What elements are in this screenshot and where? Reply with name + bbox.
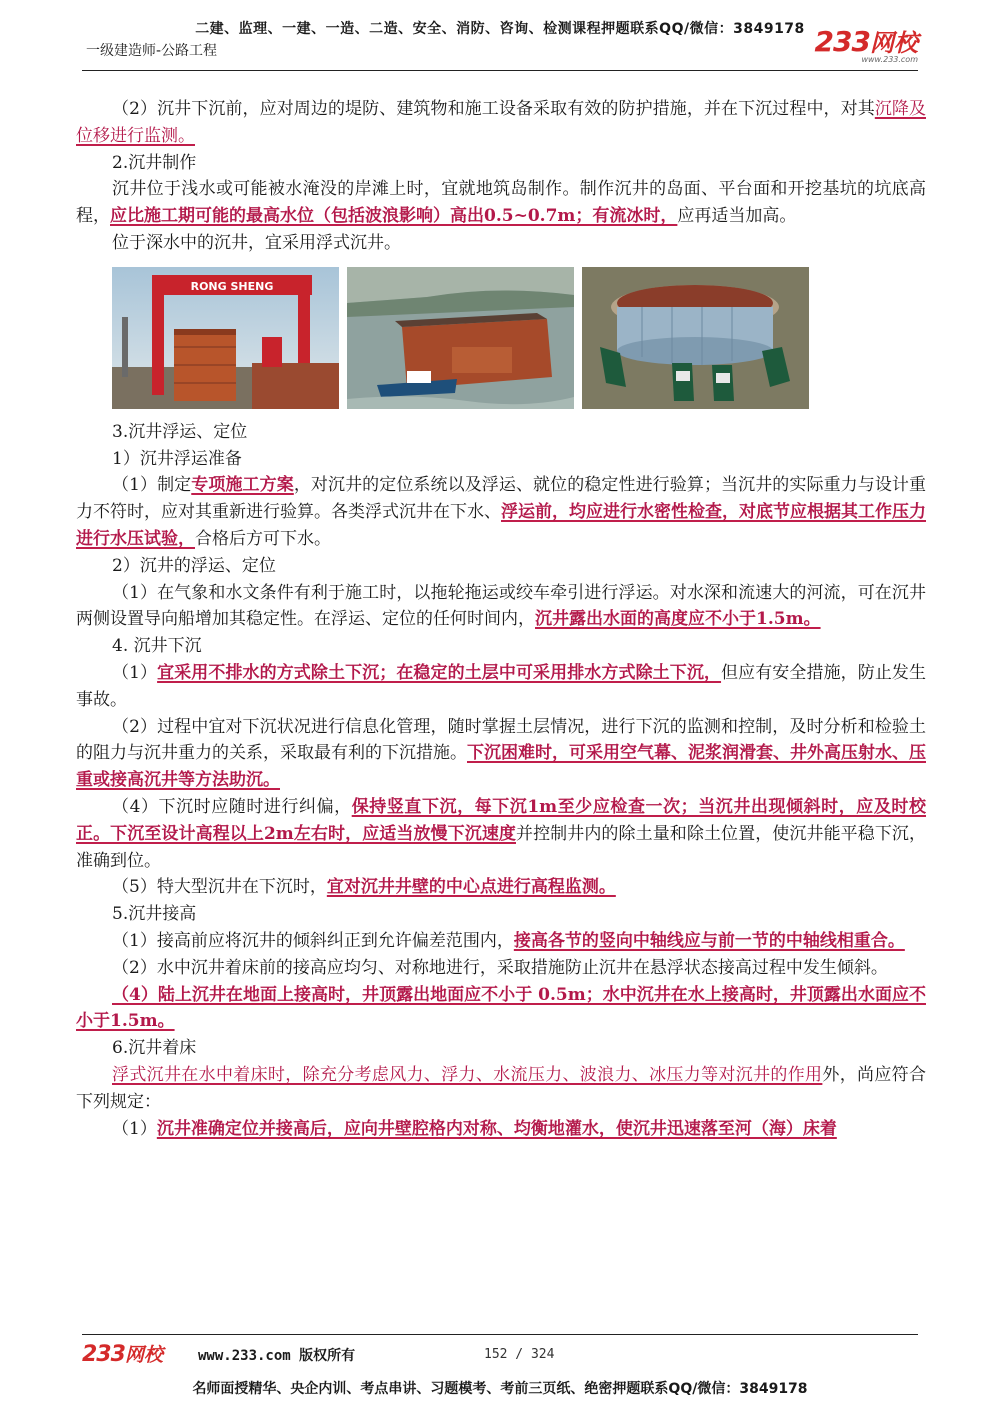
- body-text: 3.沉井浮运、定位: [112, 421, 248, 442]
- header-subtitle: 一级建造师-公路工程: [86, 43, 218, 59]
- photo-strip: [112, 267, 926, 409]
- highlighted-text: 接高各节的竖向中轴线应与前一节的中轴线相重合。: [513, 930, 905, 951]
- highlighted-text: 专项施工方案: [191, 475, 294, 496]
- body-text: （1）制定: [112, 475, 192, 496]
- paragraph: [76, 472, 926, 552]
- body-text: 应再适当加高。: [677, 206, 797, 227]
- body-text: （2）沉井下沉前，应对周边的堤防、建筑物和施工设备采取有效的防护措施，并在下沉过程中，对其: [112, 99, 875, 119]
- paragraphs-after-photos: [76, 419, 926, 1143]
- document-body: [76, 96, 926, 1142]
- logo-text: 网校: [870, 29, 918, 57]
- paragraph: [76, 1035, 926, 1062]
- logo-number: 233: [814, 25, 870, 58]
- paragraph: [76, 1116, 926, 1143]
- paragraph: [76, 230, 926, 257]
- header-contact-line: 二建、监理、一建、一造、二造、安全、消防、咨询、检测课程押题联系QQ/微信：3849178: [195, 21, 805, 37]
- highlighted-text: 沉井准确定位并接高后，应向井壁腔格内对称、均衡地灌水，使沉井迅速落至河（海）床着: [156, 1118, 837, 1139]
- page-number: 152 / 324: [484, 1347, 555, 1362]
- paragraph: [76, 580, 926, 634]
- body-text: （5）特大型沉井在下沉时，: [112, 877, 327, 898]
- body-text: 2）沉井的浮运、定位: [112, 555, 276, 576]
- paragraph: [76, 150, 926, 177]
- paragraph: [76, 714, 926, 794]
- highlighted-text: （4）陆上沉井在地面上接高时，井顶露出地面应不小于 0.5m；水中沉井在水上接高时，井顶露出水面应不小于1.5m。: [76, 984, 926, 1032]
- footer-copyright: www.233.com 版权所有: [198, 1348, 356, 1364]
- paragraph: [76, 982, 926, 1036]
- paragraph: [76, 794, 926, 874]
- highlighted-text: 宜采用不排水的方式除土下沉；在稳定的土层中可采用排水方式除土下沉，: [157, 662, 722, 683]
- highlighted-text: 沉降及位移进行监测。: [76, 99, 926, 146]
- paragraph: [76, 176, 926, 230]
- footer-rule: [82, 1334, 918, 1335]
- highlighted-text: 沉井露出水面的高度应不小于1.5m。: [535, 609, 821, 630]
- footer-logo-number: 233: [82, 1342, 125, 1367]
- photo-caisson-towed: [347, 267, 574, 409]
- body-text: 但应有安全措施，防止发生事故。: [76, 662, 927, 710]
- photo-caisson-with-tugboats: [582, 267, 809, 409]
- paragraphs-before-photos: [76, 96, 926, 257]
- paragraph: [76, 874, 926, 901]
- paragraph: [76, 633, 926, 660]
- highlighted-text: 保持竖直下沉，每下沉1m至少应检查一次；当沉井出现倾斜时，应及时校正。下沉至设计高程以上2m左右时，应适当放慢下沉速度: [76, 796, 926, 844]
- body-text: （1）: [112, 1118, 157, 1139]
- header-rule: [82, 70, 918, 71]
- paragraph: [76, 446, 926, 473]
- paragraph: [76, 955, 926, 982]
- footer-logo-text: 网校: [124, 1344, 163, 1366]
- paragraph: [76, 419, 926, 446]
- crane-label: RONG SHENG: [190, 279, 274, 293]
- body-text: 并控制井内的除土量和除土位置，使沉井能平稳下沉，准确到位。: [76, 823, 926, 871]
- highlighted-text: 宜对沉井井壁的中心点进行高程监测。: [326, 877, 616, 898]
- body-text: 沉井位于浅水或可能被水淹没的岸滩上时，宜就地筑岛制作。制作沉井的岛面、平台面和开挖基坑的坑底高程，: [76, 179, 926, 227]
- footer-contact-line: 名师面授精华、央企内训、考点串讲、习题模考、考前三页纸、绝密押题联系QQ/微信：3849178: [192, 1381, 808, 1397]
- highlighted-text: 下沉困难时，可采用空气幕、泥浆润滑套、井外高压射水、压重或接高沉井等方法助沉。: [76, 743, 926, 791]
- logo-url: www.233.com: [861, 55, 918, 64]
- body-text: （1）接高前应将沉井的倾斜纠正到允许偏差范围内，: [112, 930, 514, 951]
- highlighted-text: 浮运前，均应进行水密性检查，对底节应根据其工作压力进行水压试验，: [76, 502, 926, 549]
- body-text: （1）在气象和水文条件有利于施工时，以拖轮拖运或绞车牵引进行浮运。对水深和流速大的河流，可在沉井两侧设置导向船增加其稳定性。在浮运、定位的任何时间内，: [76, 582, 926, 630]
- body-text: ，对沉井的定位系统以及浮运、就位的稳定性进行验算；当沉井的实际重力与设计重力不符时，应对其重新进行验算。各类浮式沉井在下水、: [76, 475, 927, 523]
- footer-logo: [82, 1340, 163, 1367]
- body-text: 1）沉井浮运准备: [112, 448, 242, 469]
- body-text: （1）: [112, 662, 158, 683]
- body-text: （2）过程中宜对下沉状况进行信息化管理，随时掌握土层情况，进行下沉的监测和控制，及时分析和检验土的阻力与沉井重力的关系，采取最有利的下沉措施。: [76, 716, 926, 764]
- highlighted-text: 应比施工期可能的最高水位（包括波浪影响）高出0.5~0.7m；有流冰时，: [110, 206, 678, 227]
- body-text: 合格后方可下水。: [195, 528, 331, 549]
- paragraph: [76, 928, 926, 955]
- paragraph: [76, 553, 926, 580]
- body-text: 2.沉井制作: [112, 152, 197, 173]
- body-text: （4）下沉时应随时进行纠偏，: [112, 796, 352, 817]
- body-text: 位于深水中的沉井，宜采用浮式沉井。: [112, 232, 401, 253]
- body-text: 4. 沉井下沉: [112, 636, 202, 657]
- paragraph: [76, 96, 926, 150]
- body-text: 外，尚应符合下列规定：: [76, 1064, 927, 1112]
- body-text: 5.沉井接高: [112, 904, 197, 925]
- body-text: （2）水中沉井着床前的接高应均匀、对称地进行，采取措施防止沉井在悬浮状态接高过程中发生倾斜。: [112, 957, 888, 978]
- paragraph: [76, 1062, 926, 1116]
- body-text: 6.沉井着床: [112, 1038, 197, 1059]
- header-logo: [814, 25, 918, 64]
- highlighted-text: 浮式沉井在水中着床时，除充分考虑风力、浮力、水流压力、波浪力、冰压力等对沉井的作用: [112, 1064, 823, 1085]
- paragraph: [76, 660, 926, 714]
- photo-gantry-crane-caisson: [112, 267, 339, 409]
- paragraph: [76, 901, 926, 928]
